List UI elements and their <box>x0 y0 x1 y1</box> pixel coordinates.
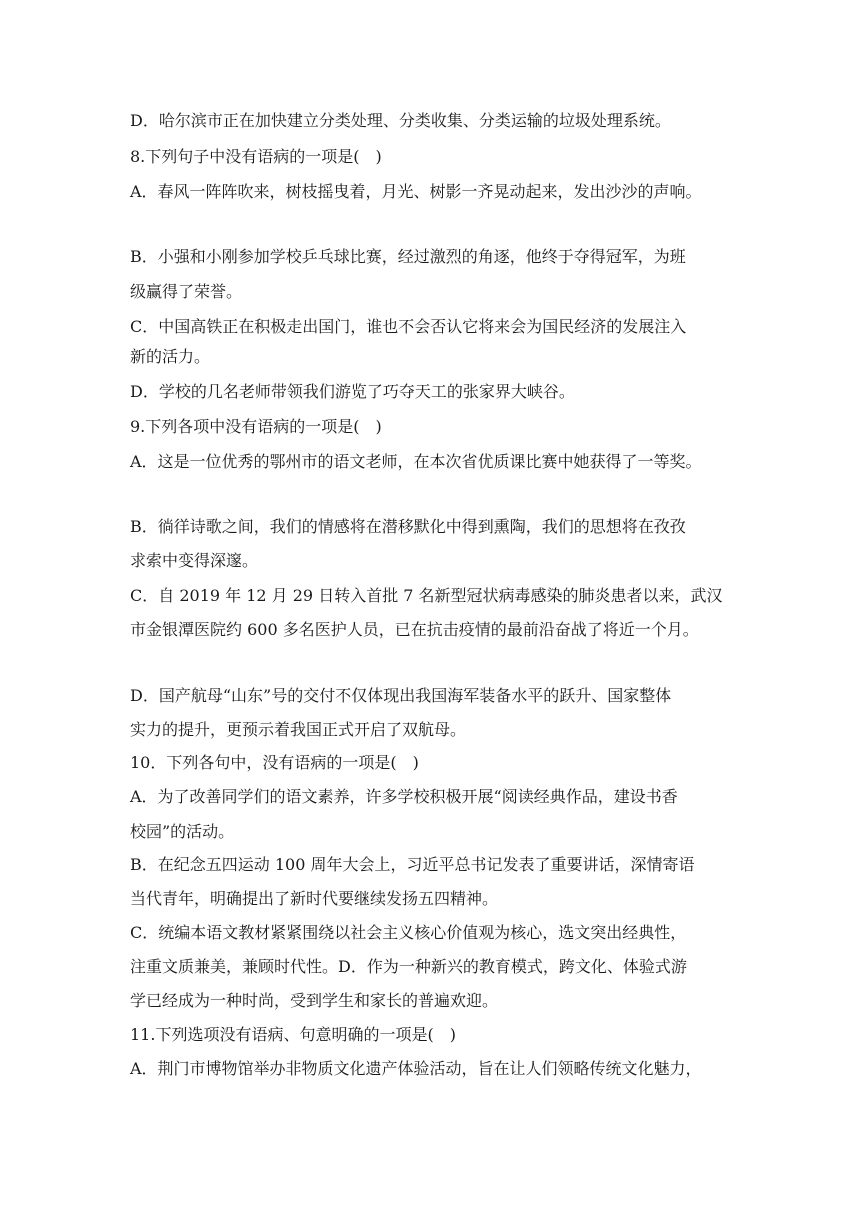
question-10-stem: 10．下列各句中，没有语病的一项是( ) <box>130 753 419 772</box>
option-10a-line-2: 校园”的活动。 <box>130 822 235 841</box>
question-8-stem: 8.下列句子中没有语病的一项是( ) <box>130 147 382 166</box>
option-8c-line-2: 新的活力。 <box>130 347 211 366</box>
option-10c-line-2: 注重文质兼美，兼顾时代性。D．作为一种新兴的教育模式，跨文化、体验式游 <box>130 957 687 976</box>
question-11-stem: 11.下列选项没有语病、句意明确的一项是( ) <box>130 1025 456 1044</box>
option-9b-line-2: 求索中变得深邃。 <box>130 551 259 570</box>
option-10d-line: 学已经成为一种时尚，受到学生和家长的普遍欢迎。 <box>130 991 499 1010</box>
option-8a: A．春风一阵阵吹来，树枝摇曳着，月光、树影一齐晃动起来，发出沙沙的声响。 <box>130 182 702 201</box>
option-10b-line-1: B．在纪念五四运动 100 周年大会上，习近平总书记发表了重要讲话，深情寄语 <box>130 855 695 874</box>
option-9c-line-2: 市金银潭医院约 600 多名医护人员，已在抗击疫情的最前沿奋战了将近一个月。 <box>130 620 699 639</box>
option-11a-line-1: A．荆门市博物馆举办非物质文化遗产体验活动，旨在让人们领略传统文化魅力， <box>130 1059 702 1078</box>
option-10b-line-2: 当代青年，明确提出了新时代要继续发扬五四精神。 <box>130 889 499 908</box>
option-9c-line-1: C．自 2019 年 12 月 29 日转入首批 7 名新型冠状病毒感染的肺炎患者以来，武汉 <box>130 586 723 605</box>
option-8c-line-1: C．中国高铁正在积极走出国门，谁也不会否认它将来会为国民经济的发展注入 <box>130 317 687 336</box>
option-9b-line-1: B．徜徉诗歌之间，我们的情感将在潜移默化中得到熏陶，我们的思想将在孜孜 <box>130 517 686 536</box>
option-9d-line-2: 实力的提升，更预示着我国正式开启了双航母。 <box>130 720 467 739</box>
option-10c-line-1: C．统编本语文教材紧紧围绕以社会主义核心价值观为核心，选文突出经典性， <box>130 923 687 942</box>
option-9d-line-1: D．国产航母“山东”号的交付不仅体现出我国海军装备水平的跃升、国家整体 <box>130 686 672 705</box>
option-8d: D．学校的几名老师带领我们游览了巧夺天工的张家界大峡谷。 <box>130 382 575 401</box>
option-10a-line-1: A．为了改善同学们的语文素养，许多学校积极开展“阅读经典作品，建设书香 <box>130 787 678 806</box>
option-7d: D．哈尔滨市正在加快建立分类处理、分类收集、分类运输的垃圾处理系统。 <box>130 111 671 130</box>
option-8b-line-1: B．小强和小刚参加学校乒乓球比赛，经过激烈的角逐，他终于夺得冠军，为班 <box>130 247 686 266</box>
option-8b-line-2: 级赢得了荣誉。 <box>130 282 243 301</box>
question-9-stem: 9.下列各项中没有语病的一项是( ) <box>130 417 382 436</box>
option-9a: A．这是一位优秀的鄂州市的语文老师，在本次省优质课比赛中她获得了一等奖。 <box>130 452 702 471</box>
